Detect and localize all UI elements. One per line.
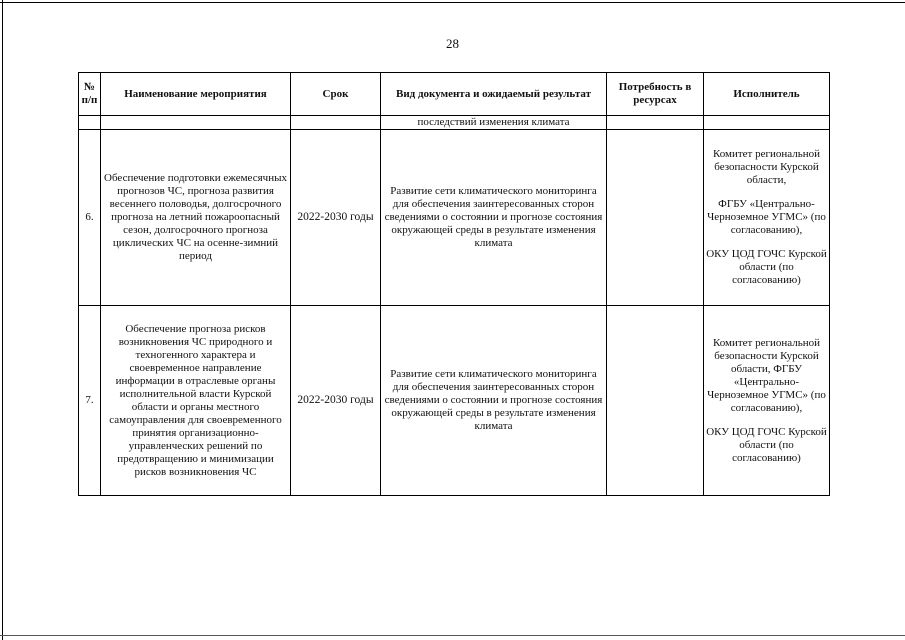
table-row	[79, 306, 830, 496]
header-executor: Исполнитель	[704, 73, 830, 116]
cell-term: 2022-2030 годы	[291, 130, 381, 306]
header-name: Наименование мероприятия	[101, 73, 291, 116]
executor-committee-ugms: Комитет региональной безопасности Курской области, ФГБУ «Центрально-Черноземное УГМС» (по согласованию),	[707, 336, 826, 414]
page-number: 28	[446, 36, 459, 51]
executor-oku: ОКУ ЦОД ГОЧС Курской области (по согласованию)	[706, 248, 827, 286]
table-row	[79, 116, 830, 130]
cell-resources	[607, 130, 704, 306]
executor-oku: ОКУ ЦОД ГОЧС Курской области (по согласованию)	[706, 425, 827, 464]
measures-table	[78, 72, 830, 496]
page-border-top	[0, 2, 905, 3]
cell-result: Развитие сети климатического мониторинга для обеспечения заинтересованных сторон сведениями о состоянии и прогнозе состояния окружающей среды в результате изменения климата	[381, 306, 607, 496]
cell-resources	[607, 116, 704, 130]
cell-name	[101, 116, 291, 130]
table-header-row	[79, 73, 830, 116]
cell-result: последствий изменения климата	[381, 116, 607, 130]
page-border-left	[2, 0, 3, 640]
page-border-bottom	[0, 635, 905, 636]
cell-result: Развитие сети климатического мониторинга для обеспечения заинтересованных сторон сведениями о состоянии и прогнозе состояния окружающей среды в результате изменения климата	[381, 130, 607, 306]
header-resources: Потребность в ресурсах	[607, 73, 704, 116]
cell-num: 6.	[79, 130, 101, 306]
header-num: № п/п	[79, 73, 101, 116]
cell-resources	[607, 306, 704, 496]
cell-num: 7.	[79, 306, 101, 496]
header-result: Вид документа и ожидаемый результат	[381, 73, 607, 116]
cell-term: 2022-2030 годы	[291, 306, 381, 496]
cell-executor	[704, 306, 830, 496]
cell-executor	[704, 130, 830, 306]
table-row	[79, 130, 830, 306]
executor-committee: Комитет региональной безопасности Курской области,	[712, 148, 821, 186]
cell-num	[79, 116, 101, 130]
executor-ugms: ФГБУ «Центрально-Черноземное УГМС» (по согласованию),	[707, 198, 826, 236]
cell-name: Обеспечение подготовки ежемесячных прогнозов ЧС, прогноза развития весеннего половодья, долгосрочного прогноза на летний пожароопасный сезон, долгосрочного прогноза циклических ЧС на осенне-зимний период	[101, 130, 291, 306]
cell-term	[291, 116, 381, 130]
cell-name: Обеспечение прогноза рисков возникновения ЧС природного и техногенного характера и своевременное направление информации в отраслевые органы исполнительной власти Курской области и органы местного самоуправления для своевременного принятия организационно-управленческих решений по предотвращению и минимизации рисков возникновения ЧС	[101, 306, 291, 496]
cell-executor	[704, 116, 830, 130]
header-term: Срок	[291, 73, 381, 116]
